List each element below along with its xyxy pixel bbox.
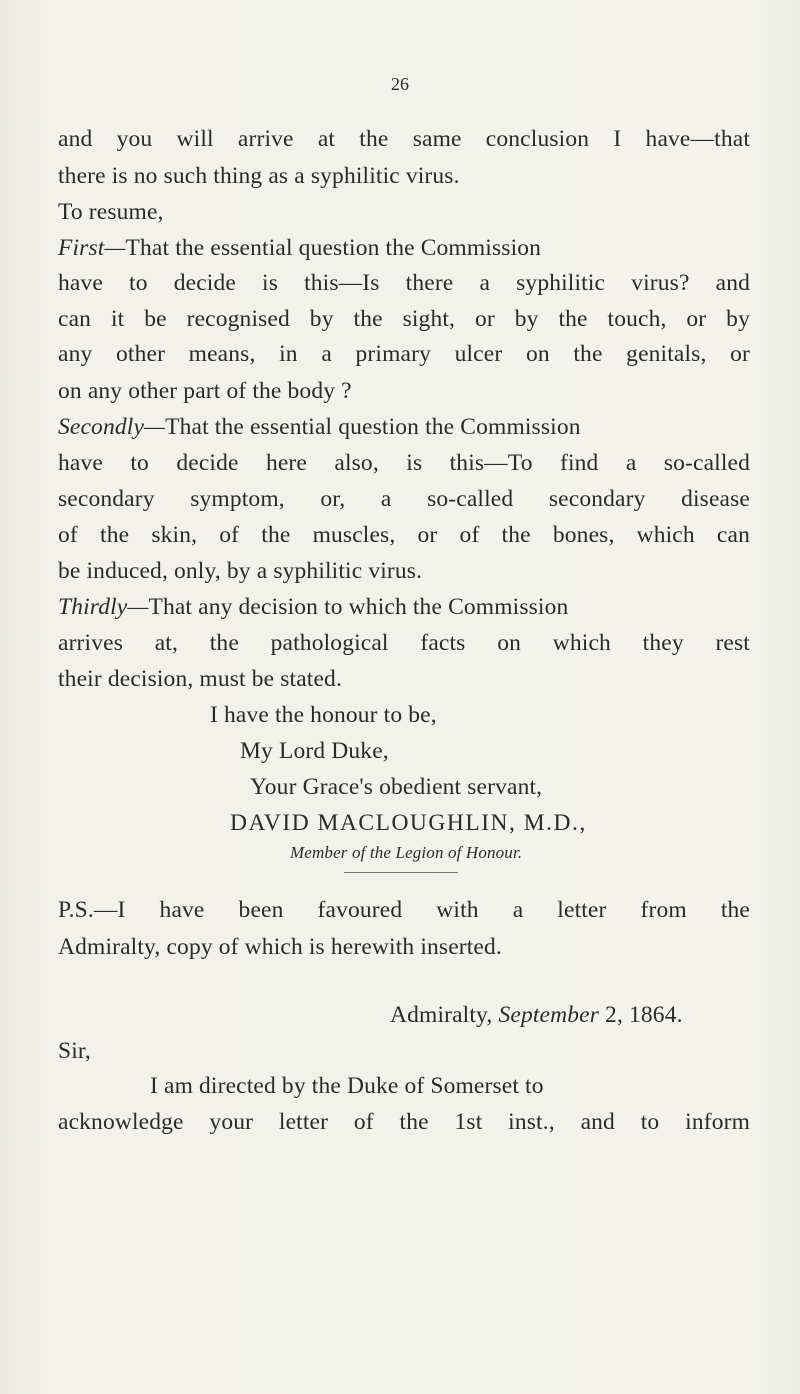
closing-line-3: Your Grace's obedient servant,: [250, 774, 543, 800]
postscript-line-2: Admiralty, copy of which is herewith inserted.: [58, 934, 502, 960]
text-line-8: on any other part of the body ?: [58, 378, 352, 404]
text-line-thirdly: [58, 592, 568, 622]
letter-body-line-2: acknowledge your letter of the 1st inst., and to inform: [58, 1109, 750, 1135]
lead-word-first: First—: [58, 235, 126, 261]
letter-body-line-1: I am directed by the Duke of Somerset to: [150, 1073, 544, 1099]
text-line-5: have to decide is this—Is there a syphilitic virus? and: [58, 270, 750, 296]
closing-line-1: I have the honour to be,: [210, 702, 437, 728]
text-line-secondly: [58, 412, 581, 442]
text-line-10: have to decide here also, is this—To find a so-called: [58, 450, 750, 476]
letter-salutation: Sir,: [58, 1038, 91, 1064]
letter-date-rest: 2, 1864.: [599, 1002, 683, 1028]
page-number: 26: [391, 74, 409, 94]
text-line-first: [58, 233, 750, 263]
text-line-6: can it be recognised by the sight, or by the touch, or by: [58, 306, 750, 332]
text-line-11: secondary symptom, or, a so-called secondary disease: [58, 486, 750, 512]
thirdly-clause: That any decision to which the Commission: [148, 594, 569, 620]
letter-place: Admiralty,: [390, 1002, 499, 1028]
text-line-12: of the skin, of the muscles, or of the bones, which can: [58, 522, 750, 548]
lead-word-secondly: Secondly—: [58, 414, 166, 440]
text-line-2: there is no such thing as a syphilitic virus.: [58, 163, 460, 189]
closing-line-2: My Lord Duke,: [240, 738, 389, 764]
secondly-clause: That the essential question the Commission: [165, 414, 581, 440]
text-line-1: and you will arrive at the same conclusion I have—that: [58, 126, 750, 152]
signatory-title: Member of the Legion of Honour.: [290, 843, 523, 862]
letter-month: September: [498, 1002, 600, 1028]
postscript-line-1: P.S.—I have been favoured with a letter from the: [58, 897, 750, 923]
first-clause: That the essential question the Commission: [125, 235, 542, 261]
letter-dateline: [390, 1000, 683, 1030]
text-line-7: any other means, in a primary ulcer on the genitals, or: [58, 341, 750, 367]
signatory-name: DAVID MACLOUGHLIN, M.D.,: [230, 810, 587, 836]
lead-word-thirdly: Thirdly—: [58, 594, 149, 620]
text-line-3: To resume,: [58, 199, 164, 225]
section-divider: [344, 872, 458, 873]
text-line-16: their decision, must be stated.: [58, 666, 342, 692]
text-line-13: be induced, only, by a syphilitic virus.: [58, 558, 423, 584]
text-line-15: arrives at, the pathological facts on which they rest: [58, 630, 750, 656]
